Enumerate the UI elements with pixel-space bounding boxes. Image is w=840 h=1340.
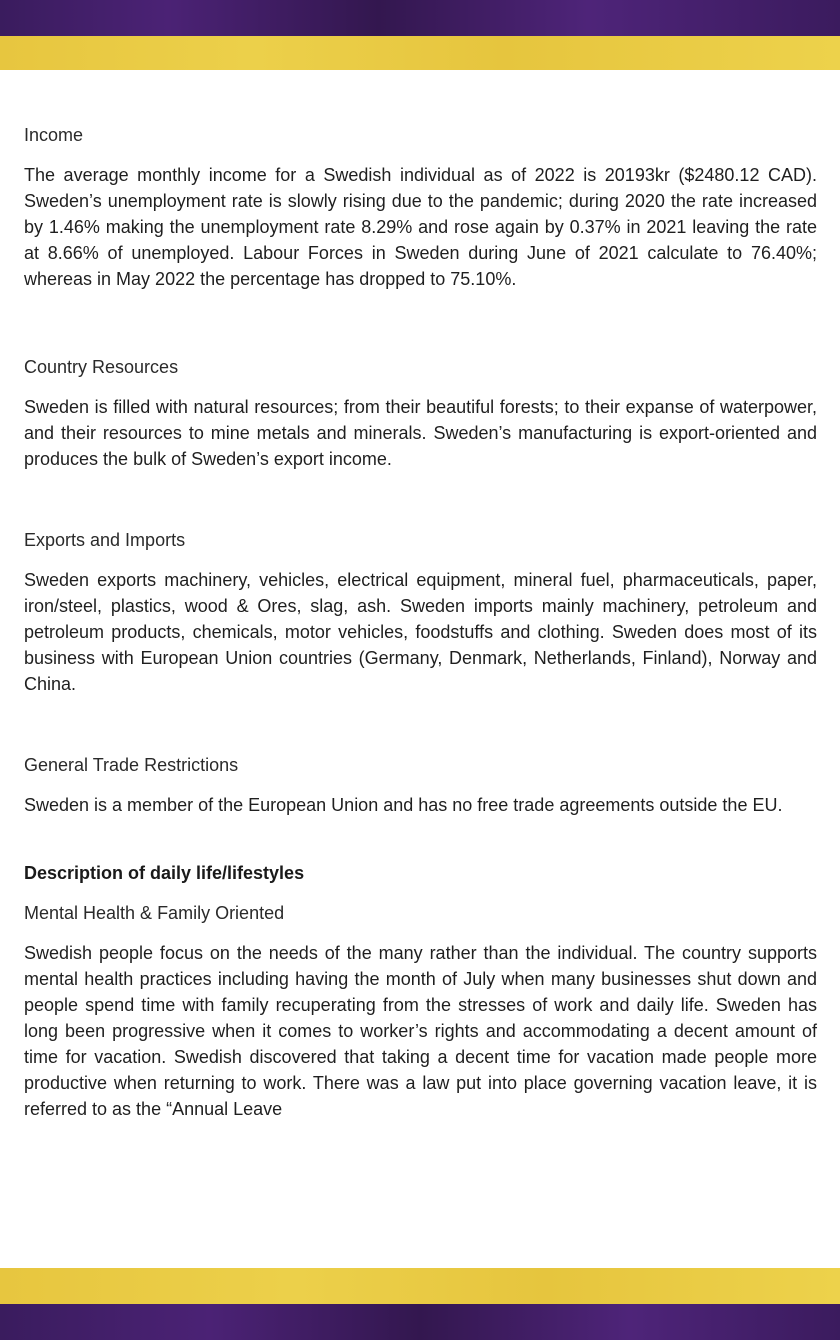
bottom-purple-band [0,1304,840,1340]
trade-heading: Exports and Imports [24,530,186,550]
income-heading: Income [24,125,84,145]
bottom-gold-stripe [0,1268,840,1304]
resources-paragraph: Sweden is filled with natural resources; from their beautiful forests; to their expanse of waterpower, and their resources to mine metals and minerals. Sweden’s manufacturing is export-oriented and produces the bulk of Sweden’s export income. [24,397,817,469]
resources-section [24,354,817,472]
lifestyle-heading: Description of daily life/lifestyles [24,863,305,883]
lifestyle-section [24,860,817,1122]
trade-section [24,527,817,697]
restrictions-section [24,752,817,818]
resources-heading: Country Resources [24,357,179,377]
page-content [24,122,817,1122]
lifestyle-paragraph: Swedish people focus on the needs of the many rather than the individual. The country supports mental health practices including having the month of July when many businesses shut down and people spend time with family recuperating from the stresses of work and daily life. Sweden has long been progressive when it comes to worker’s rights and accommodating a decent amount of time for vacation. Swedish discovered that taking a decent time for vacation made people more productive when returning to work. There was a law put into place governing vacation leave, it is referred to as the “Annual Leave [24,943,817,1119]
income-section [24,122,817,292]
income-paragraph: The average monthly income for a Swedish individual as of 2022 is 20193kr ($2480.12 CAD). Sweden’s unemployment rate is slowly rising due to the pandemic; during 2020 the rate increased by 1.46% making the unemployment rate 8.29% and rose again by 0.37% in 2021 leaving the rate at 8.66% of unemployed. Labour Forces in Sweden during June of 2021 calculate to 76.40%; whereas in May 2022 the percentage has dropped to 75.10%. [24,165,817,289]
trade-paragraph: Sweden exports machinery, vehicles, electrical equipment, mineral fuel, pharmaceuticals, paper, iron/steel, plastics, wood & Ores, slag, ash. Sweden imports mainly machinery, petroleum and petroleum products, chemicals, motor vehicles, foodstuffs and clothing. Sweden does most of its business with European Union countries (Germany, Denmark, Netherlands, Finland), Norway and China. [24,570,817,694]
restrictions-heading: General Trade Restrictions [24,755,239,775]
top-gold-stripe [0,36,840,70]
top-purple-band [0,0,840,36]
lifestyle-subheading: Mental Health & Family Oriented [24,903,285,923]
restrictions-paragraph: Sweden is a member of the European Union and has no free trade agreements outside the EU. [24,795,783,815]
